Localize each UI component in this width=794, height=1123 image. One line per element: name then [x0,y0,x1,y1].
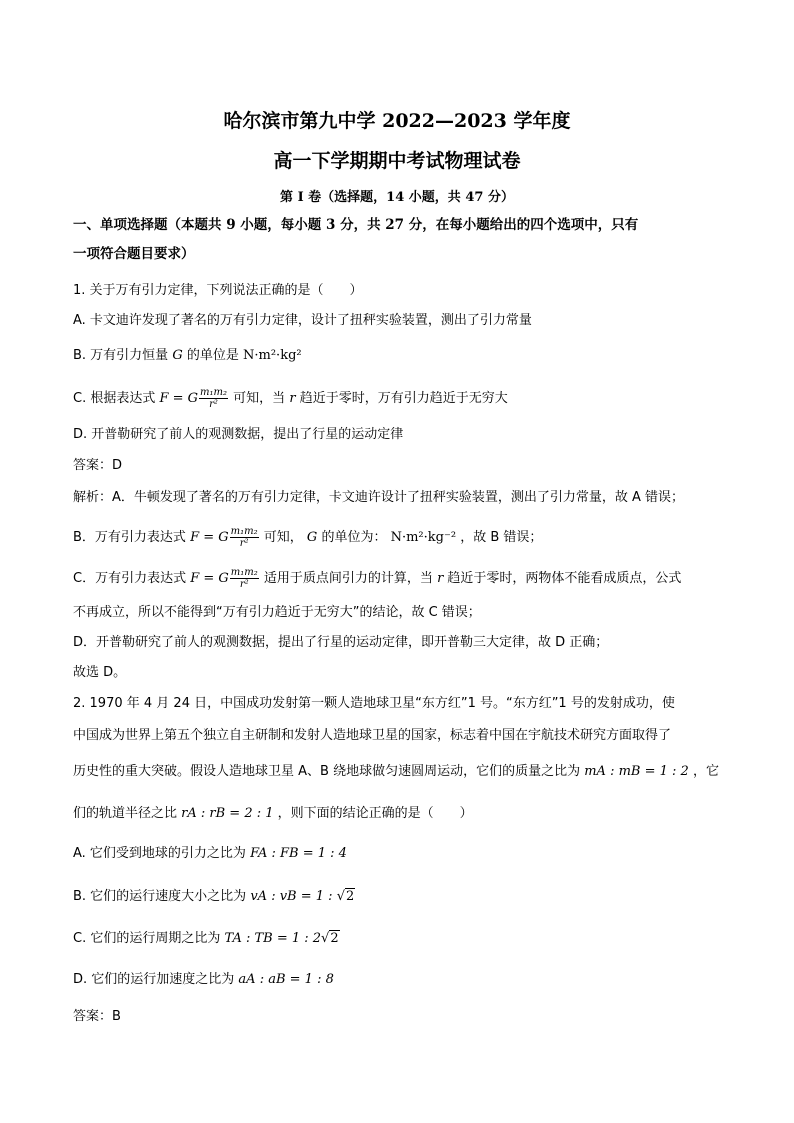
analysis-c-prefix: C．万有引力表达式 [73,571,187,586]
analysis-b-mid: 可知， [263,530,303,545]
q1-conclusion: 故选 D。 [73,665,127,680]
q2-option-c-prefix: C. 它们的运行周期之比为 [73,931,221,946]
formula-lhs: F = G [190,571,229,586]
formula-fraction [230,526,259,549]
fraction-numerator: m₁m₂ [230,526,258,537]
section-heading-line1: 一、单项选择题（本题共 9 小题，每小题 3 分，共 27 分，在每小题给出的四个选项中，只有 [73,217,639,233]
exam-title-subject: 高一下学期期中考试物理试卷 [273,150,521,172]
analysis-b-prefix: B．万有引力表达式 [73,530,186,545]
q1-analysis-c-cont: 不再成立，所以不能得到“万有引力趋近于无穷大”的结论，故 C 错误； [73,605,481,620]
period-ratio: TA : TB = 1 : 2 [224,931,322,946]
q1-stem: 1. 关于万有引力定律，下列说法正确的是（ ） [73,283,363,298]
q1-option-a: A. 卡文迪许发现了著名的万有引力定律，设计了扭秤实验装置，测出了引力常量 [73,313,532,328]
q2-stem-line1: 2. 1970 年 4 月 24 日，中国成功发射第一颗人造地球卫星“东方红”1 号。“东方红”1 号的发射成功，使 [73,696,675,711]
analysis-b-mid2: 的单位为： [321,530,387,545]
q2-stem-line4-post: ，则下面的结论正确的是（ ） [277,806,473,821]
q2-option-b [73,888,734,906]
fraction-numerator: m₁m₂ [230,567,258,578]
exam-title-school: 哈尔滨市第九中学 2022—2023 学年度 [223,110,571,132]
var-r: r [437,571,444,586]
q1-analysis-d: D．开普勒研究了前人的观测数据，提出了行星的运动定律，即开普勒三大定律，故 D 正确； [73,635,609,650]
analysis-c-mid: 适用于质点间引力的计算，当 [263,571,433,586]
q2-stem-line3 [73,763,734,781]
sqrt-radicand: 2 [330,931,339,946]
q2-stem-line3-prefix: 历史性的重大突破。假设人造地球卫星 A、B 绕地球做匀速圆周运动，它们的质量之比为 [73,764,581,779]
q2-stem-line4-prefix: 们的轨道半径之比 [73,806,178,821]
formula-fraction [199,387,228,410]
q2-option-c [73,930,734,948]
q2-stem-line4 [73,805,734,823]
sqrt-symbol: √2 [321,931,339,946]
mass-ratio: mA : mB = 1 : 2 [584,764,689,779]
q1-answer: 答案：D [73,458,123,473]
q2-answer: 答案：B [73,1009,121,1024]
q1-option-b [73,347,734,365]
var-g: G [306,530,318,545]
section-heading-line2: 一项符合题目要求） [73,246,195,262]
q1-analysis-a: 解析：A．牛顿发现了著名的万有引力定律，卡文迪许设计了扭秤实验装置，测出了引力常量，故 A 错误； [73,490,685,505]
q2-stem-line3-post: ，它 [692,764,719,779]
q2-option-b-prefix: B. 它们的运行速度大小之比为 [73,889,247,904]
unit-text: N·m²·kg² [243,348,302,363]
var-g: G [172,348,183,363]
fraction-denominator: r² [239,538,249,549]
q1-option-c [73,387,734,410]
q2-option-d [73,971,734,989]
formula-fraction [230,567,259,590]
var-r: r [289,391,296,406]
fraction-numerator: m₁m₂ [200,387,228,398]
q1-analysis-c [73,567,734,590]
q1-option-c-post: 趋近于零时，万有引力趋近于无穷大 [299,391,508,406]
q1-option-d: D. 开普勒研究了前人的观测数据，提出了行星的运动定律 [73,427,404,442]
acceleration-ratio: aA : aB = 1 : 8 [238,972,334,987]
analysis-c-post: 趋近于零时，两物体不能看成质点，公式 [447,571,682,586]
part-label: 第 I 卷（选择题，14 小题，共 47 分） [280,190,514,205]
q1-analysis-b [73,526,734,549]
q2-stem-line2: 中国成为世界上第五个独立自主研制和发射人造地球卫星的国家，标志着中国在宇航技术研究方面取得了 [73,728,672,743]
fraction-denominator: r² [209,399,218,410]
velocity-ratio: vA : vB = 1 : [250,889,337,904]
q1-option-b-mid: 的单位是 [186,348,239,363]
q1-option-c-prefix: C. 根据表达式 [73,391,156,406]
radius-ratio: rA : rB = 2 : 1 [181,806,274,821]
unit-text: N·m²·kg⁻² [390,530,457,545]
formula-lhs: F = G [159,391,199,406]
q2-option-d-prefix: D. 它们的运行加速度之比为 [73,972,235,987]
fraction-denominator: r² [239,579,249,590]
q1-option-b-prefix: B. 万有引力恒量 [73,348,169,363]
force-ratio: FA : FB = 1 : 4 [250,846,347,861]
analysis-b-post: ，故 B 错误； [460,530,543,545]
q2-option-a [73,845,734,863]
formula-lhs: F = G [190,530,229,545]
sqrt-symbol: √2 [336,889,355,904]
q2-option-a-prefix: A. 它们受到地球的引力之比为 [73,846,246,861]
q1-option-c-mid: 可知，当 [233,391,286,406]
sqrt-radicand: 2 [345,889,355,904]
